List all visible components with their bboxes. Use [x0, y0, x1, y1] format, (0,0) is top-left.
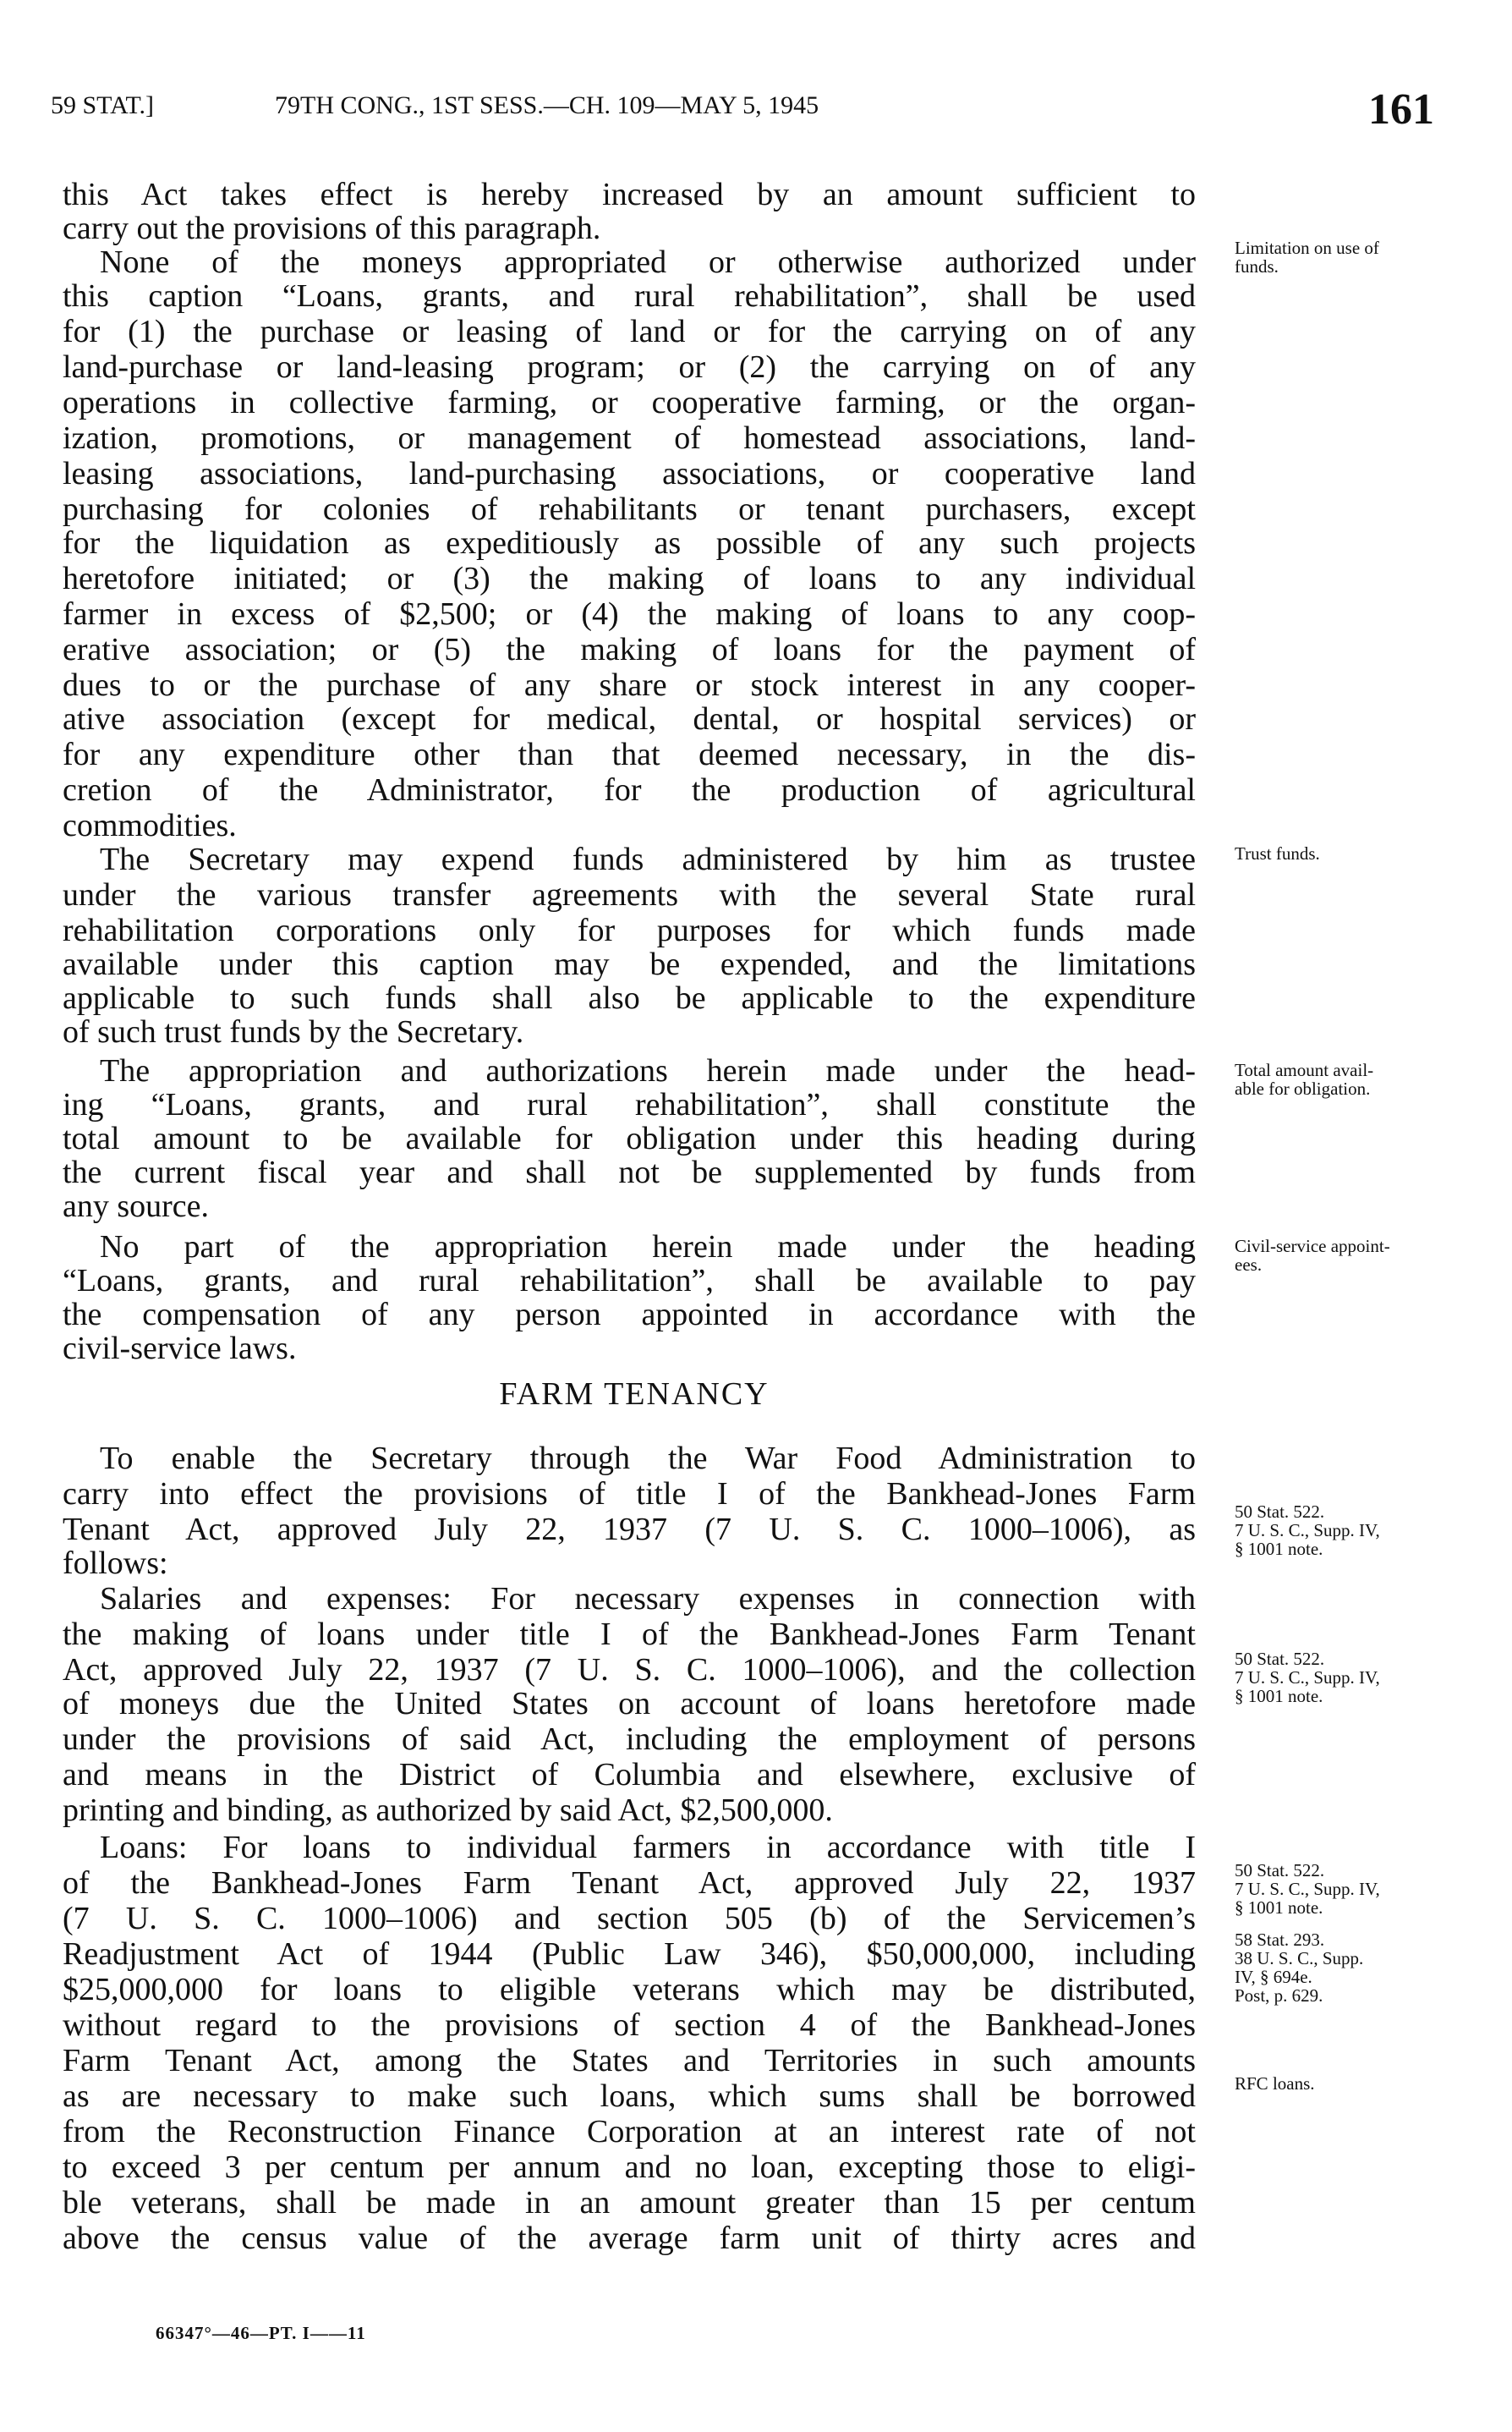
margin-note-line: Civil-service appoint- — [1235, 1236, 1390, 1256]
text-line: the compensation of any person appointed in accordance with the — [63, 1297, 1196, 1332]
text-line: civil-service laws. — [63, 1331, 297, 1366]
margin-note-line: 50 Stat. 522. — [1235, 1501, 1325, 1522]
margin-note-line: 58 Stat. 293. — [1235, 1930, 1325, 1950]
margin-note-line: Trust funds. — [1235, 843, 1320, 864]
margin-note — [1235, 2074, 1315, 2093]
text-line: erative association; or (5) the making of loans for the payment of — [63, 632, 1196, 667]
margin-note — [1235, 1061, 1373, 1098]
margin-note — [1235, 1861, 1380, 1917]
margin-note-line: 7 U. S. C., Supp. IV, — [1235, 1520, 1380, 1540]
margin-note-line: 50 Stat. 522. — [1235, 1860, 1325, 1880]
text-line: Readjustment Act of 1944 (Public Law 346), $50,000,000, including — [63, 1936, 1196, 1972]
text-line: for the liquidation as expeditiously as possible of any such projects — [63, 525, 1196, 561]
margin-note-line: RFC loans. — [1235, 2073, 1315, 2094]
margin-note-line: 50 Stat. 522. — [1235, 1649, 1325, 1669]
text-line: To enable the Secretary through the War Food Administration to — [100, 1441, 1196, 1476]
text-line: “Loans, grants, and rural rehabilitation”, shall be available to pay — [63, 1263, 1196, 1298]
margin-note-line: Limitation on use of — [1235, 238, 1379, 258]
text-line: any source. — [63, 1189, 210, 1224]
text-line: follows: — [63, 1545, 168, 1581]
text-line: of such trust funds by the Secretary. — [63, 1014, 524, 1050]
margin-note — [1235, 844, 1320, 863]
text-line: printing and binding, as authorized by said Act, $2,500,000. — [63, 1792, 833, 1828]
text-line: Farm Tenant Act, among the States and Territories in such amounts — [63, 2043, 1196, 2078]
margin-note-line: able for obligation. — [1235, 1079, 1371, 1099]
text-line: ative association (except for medical, dental, or hospital services) or — [63, 701, 1196, 737]
text-line: Act, approved July 22, 1937 (7 U. S. C. 1000–1006), and the collection — [63, 1652, 1196, 1688]
text-line: from the Reconstruction Finance Corporation at an interest rate of not — [63, 2114, 1196, 2149]
text-line: above the census value of the average farm unit of thirty acres and — [63, 2221, 1196, 2256]
text-line: this Act takes effect is hereby increased by an amount sufficient to — [63, 177, 1196, 212]
text-line: ization, promotions, or management of homestead associations, land- — [63, 420, 1196, 456]
print-signature: 66347°—46—PT. I——11 — [156, 2323, 366, 2343]
text-line: Tenant Act, approved July 22, 1937 (7 U. S. C. 1000–1006), as — [63, 1512, 1196, 1547]
text-line: total amount to be available for obligation under this heading during — [63, 1121, 1196, 1156]
text-line: heretofore initiated; or (3) the making of loans to any individual — [63, 561, 1196, 596]
text-line: carry into effect the provisions of title I of the Bankhead-Jones Farm — [63, 1476, 1196, 1512]
text-line: Loans: For loans to individual farmers in accordance with title I — [100, 1830, 1196, 1865]
text-line: to exceed 3 per centum per annum and no loan, excepting those to eligi- — [63, 2149, 1196, 2185]
text-line: purchasing for colonies of rehabilitants or tenant purchasers, except — [63, 491, 1196, 527]
margin-note-line: 7 U. S. C., Supp. IV, — [1235, 1879, 1380, 1899]
text-line: and means in the District of Columbia and elsewhere, exclusive of — [63, 1757, 1196, 1792]
text-line: as are necessary to make such loans, which sums shall be borrowed — [63, 2078, 1196, 2114]
text-line: cretion of the Administrator, for the production of agricultural — [63, 772, 1196, 808]
margin-note — [1235, 239, 1379, 276]
margin-note-line: § 1001 note. — [1235, 1686, 1323, 1706]
text-line: Salaries and expenses: For necessary expenses in connection with — [100, 1581, 1196, 1617]
text-line: The appropriation and authorizations herein made under the head- — [100, 1053, 1196, 1089]
margin-note — [1235, 1237, 1390, 1274]
text-line: carry out the provisions of this paragraph. — [63, 211, 601, 246]
margin-note-line: Post, p. 629. — [1235, 1985, 1323, 2006]
text-line: under the provisions of said Act, including the employment of persons — [63, 1721, 1196, 1757]
text-line: the making of loans under title I of the Bankhead-Jones Farm Tenant — [63, 1617, 1196, 1652]
text-line: the current fiscal year and shall not be supplemented by funds from — [63, 1155, 1196, 1190]
text-line: $25,000,000 for loans to eligible veterans which may be distributed, — [63, 1972, 1196, 2007]
margin-note-line: § 1001 note. — [1235, 1539, 1323, 1559]
margin-note-line: 7 U. S. C., Supp. IV, — [1235, 1667, 1380, 1688]
page-number: 161 — [1368, 85, 1434, 134]
text-line: land-purchase or land-leasing program; or (2) the carrying on of any — [63, 349, 1196, 385]
margin-note-line: 38 U. S. C., Supp. — [1235, 1948, 1364, 1968]
margin-note — [1235, 1650, 1380, 1705]
stat-reference: 59 STAT.] — [51, 91, 155, 119]
text-line: for (1) the purchase or leasing of land or for the carrying on of any — [63, 314, 1196, 349]
text-line: operations in collective farming, or cooperative farming, or the organ- — [63, 385, 1196, 420]
margin-note-line: funds. — [1235, 256, 1279, 277]
margin-note — [1235, 1502, 1380, 1558]
text-line: for any expenditure other than that deemed necessary, in the dis- — [63, 737, 1196, 772]
text-line: The Secretary may expend funds administered by him as trustee — [100, 842, 1196, 877]
margin-note — [1235, 1930, 1363, 2005]
text-line: applicable to such funds shall also be applicable to the expenditure — [63, 980, 1196, 1016]
text-line: of moneys due the United States on account of loans heretofore made — [63, 1686, 1196, 1721]
text-line: dues to or the purchase of any share or stock interest in any cooper- — [63, 667, 1196, 703]
text-line: available under this caption may be expended, and the limitations — [63, 947, 1196, 982]
text-line: rehabilitation corporations only for purposes for which funds made — [63, 913, 1196, 948]
text-line: without regard to the provisions of section 4 of the Bankhead-Jones — [63, 2007, 1196, 2043]
text-line: farmer in excess of $2,500; or (4) the making of loans to any coop- — [63, 596, 1196, 632]
text-line: under the various transfer agreements with the several State rural — [63, 877, 1196, 913]
text-line: No part of the appropriation herein made under the heading — [100, 1229, 1196, 1265]
margin-note-line: § 1001 note. — [1235, 1897, 1323, 1918]
text-line: ing “Loans, grants, and rural rehabilitation”, shall constitute the — [63, 1087, 1196, 1123]
text-line: leasing associations, land-purchasing associations, or cooperative land — [63, 456, 1196, 491]
text-line: commodities. — [63, 808, 237, 843]
text-line: ble veterans, shall be made in an amount greater than 15 per centum — [63, 2185, 1196, 2221]
section-heading: FARM TENANCY — [499, 1376, 770, 1412]
text-line: (7 U. S. C. 1000–1006) and section 505 (b) of the Servicemen’s — [63, 1901, 1196, 1936]
margin-note-line: Total amount avail- — [1235, 1060, 1374, 1080]
text-line: None of the moneys appropriated or otherwise authorized under — [100, 244, 1196, 280]
text-line: this caption “Loans, grants, and rural rehabilitation”, shall be used — [63, 278, 1196, 314]
running-header: 79TH CONG., 1ST SESS.—CH. 109—MAY 5, 1945 — [275, 91, 819, 119]
margin-note-line: IV, § 694e. — [1235, 1967, 1312, 1987]
text-line: of the Bankhead-Jones Farm Tenant Act, approved July 22, 1937 — [63, 1865, 1196, 1901]
margin-note-line: ees. — [1235, 1254, 1263, 1275]
